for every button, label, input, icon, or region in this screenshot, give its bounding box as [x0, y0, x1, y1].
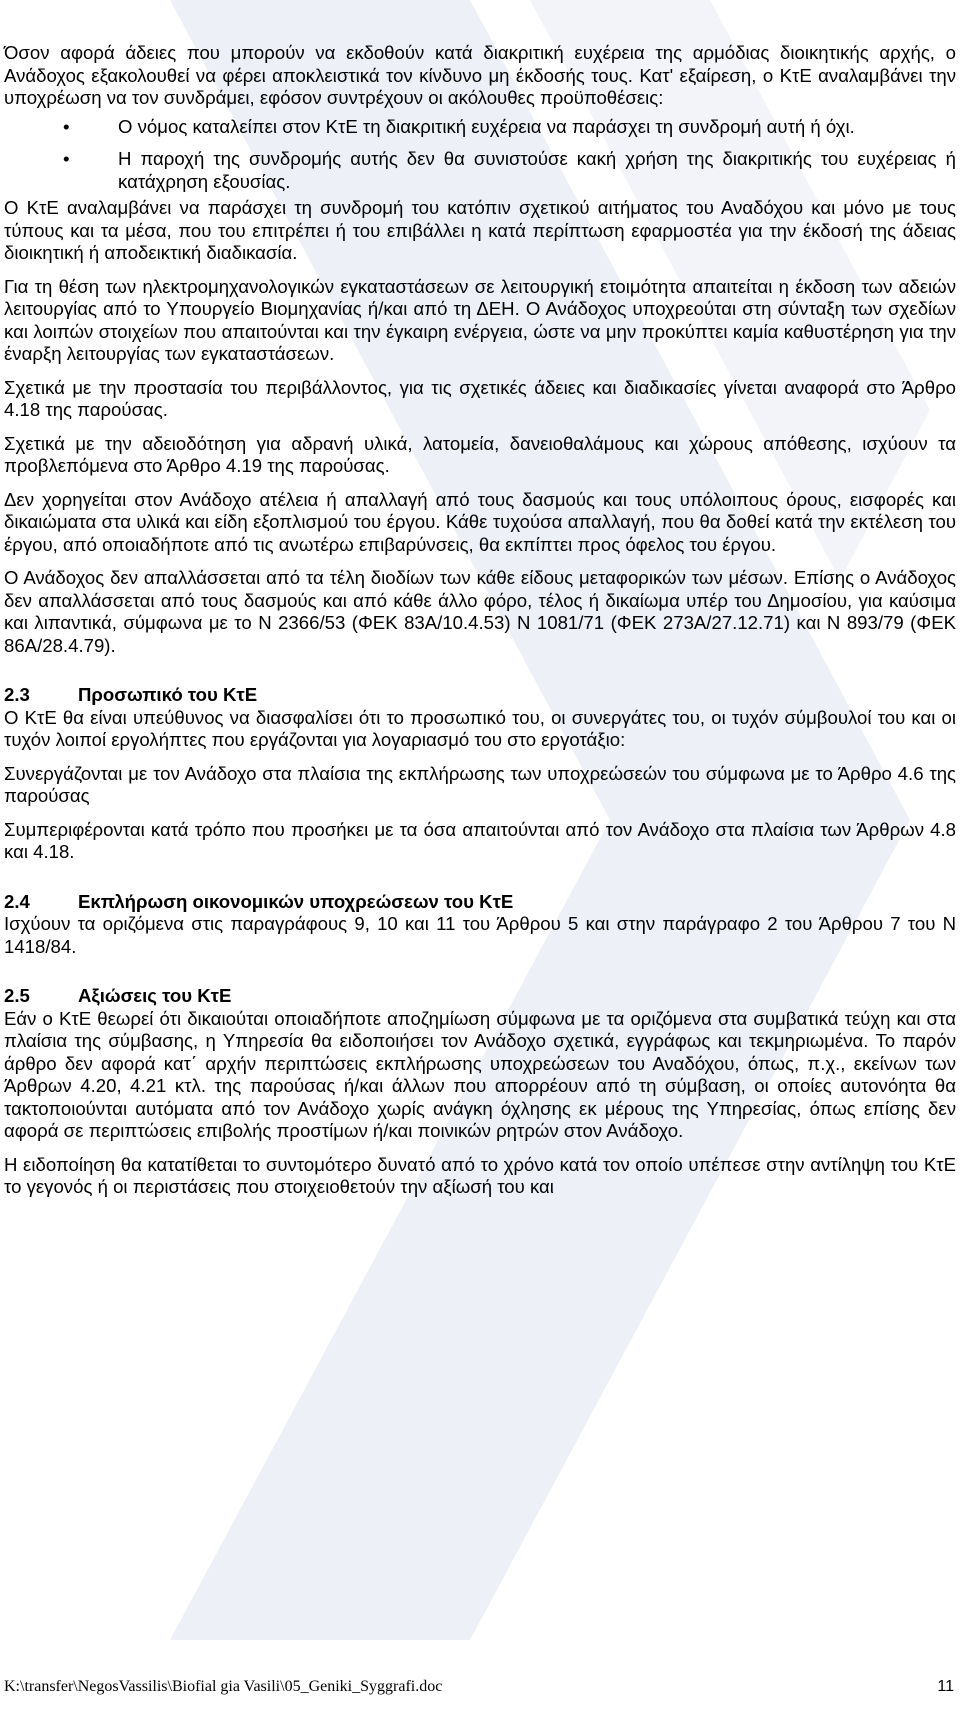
section-number: 2.5	[4, 985, 30, 1006]
footer-file-path: K:\transfer\NegosVassilis\Biofial gia Vasili\05_Geniki_Syggrafi.doc	[4, 1678, 443, 1695]
page-number: 11	[937, 1678, 954, 1695]
list-item	[4, 148, 956, 193]
section-number: 2.3	[4, 684, 30, 705]
list-item-text: Η παροχή της συνδρομής αυτής δεν θα συνιστούσε κακή χρήση της διακριτικής του ευχέρειας ή κατάχρηση εξουσίας.	[118, 148, 956, 192]
paragraph: Όσον αφορά άδειες που μπορούν να εκδοθούν κατά διακριτική ευχέρεια της αρμόδιας διοικητικής αρχής, ο Ανάδοχος εξακολουθεί να φέρει αποκλειστικά τον κίνδυνο μη έκδοσής τους. Κατ' εξαίρεση, ο ΚτΕ αναλαμβάνει την υποχρέωση να τον συνδράμει, εφόσον συντρέχουν οι ακόλουθες προϋποθέσεις:	[4, 42, 956, 108]
page-footer	[4, 1678, 956, 1696]
section-title: Προσωπικό του ΚτΕ	[78, 684, 258, 705]
paragraph: Συνεργάζονται με τον Ανάδοχο στα πλαίσια της εκπλήρωσης των υποχρεώσεών του σύμφωνα με το Άρθρο 4.6 της παρούσας	[4, 762, 956, 806]
paragraph: Ο ΚτΕ αναλαμβάνει να παράσχει τη συνδρομή του κατόπιν σχετικού αιτήματος του Αναδόχου και μόνο με τους τύπους και τα μέσα, που του επιτρέπει ή του επιβάλλει η κατά περίπτωση εφαρμοστέα για την έκδοσή της άδειας διοικητική ή αποδεικτική διαδικασία.	[4, 197, 956, 263]
list-item-text: Ο νόμος καταλείπει στον ΚτΕ τη διακριτική ευχέρεια να παράσχει τη συνδρομή αυτή ή όχι.	[118, 115, 855, 137]
bullet-list	[4, 116, 956, 194]
bullet-icon: •	[63, 148, 70, 169]
section-heading	[4, 891, 956, 914]
paragraph: Σχετικά με την αδειοδότηση για αδρανή υλικά, λατομεία, δανειοθαλάμους και χώρους απόθεσης, ισχύουν τα προβλεπόμενα στο Άρθρο 4.19 της παρούσας.	[4, 432, 956, 476]
bullet-icon: •	[63, 115, 70, 137]
paragraph: Ισχύουν τα οριζόμενα στις παραγράφους 9, 10 και 11 του Άρθρου 5 και στην παράγραφο 2 του Άρθρου 7 του Ν 1418/84.	[4, 913, 956, 957]
paragraph: Ο ΚτΕ θα είναι υπεύθυνος να διασφαλίσει ότι το προσωπικό του, οι συνεργάτες του, οι τυχόν σύμβουλοί του και οι τυχόν λοιποί εργολήπτες που εργάζονται για λογαριασμό του στο εργοτάξιο:	[4, 706, 956, 750]
section-title: Αξιώσεις του ΚτΕ	[78, 985, 232, 1006]
section-heading	[4, 985, 956, 1008]
document-body	[4, 42, 956, 1210]
section-number: 2.4	[4, 890, 30, 912]
section-title: Εκπλήρωση οικονομικών υποχρεώσεων του ΚτΕ	[78, 890, 514, 912]
paragraph: Σχετικά με την προστασία του περιβάλλοντος, για τις σχετικές άδειες και διαδικασίες γίνεται αναφορά στο Άρθρο 4.18 της παρούσας.	[4, 376, 956, 420]
paragraph: Για τη θέση των ηλεκτρομηχανολογικών εγκαταστάσεων σε λειτουργική ετοιμότητα απαιτείται η έκδοση των αδειών λειτουργίας από το Υπουργείο Βιομηχανίας ή/και από τη ΔΕΗ. Ο Ανάδοχος υποχρεούται στη σύνταξη των σχεδίων και λοιπών στοιχείων που απαιτούνται και την έγκαιρη ενέργεια, ώστε να μην προκύπτει καμία καθυστέρηση για την έναρξη λειτουργίας των εγκαταστάσεων.	[4, 275, 956, 364]
paragraph: Δεν χορηγείται στον Ανάδοχο ατέλεια ή απαλλαγή από τους δασμούς και τους υπόλοιπους όρους, εισφορές και δικαιώματα στα υλικά και είδη εξοπλισμού του έργου. Κάθε τυχούσα απαλλαγή, που θα δοθεί κατά την εκτέλεση του έργου, από οποιαδήποτε από τις ανωτέρω επιβαρύνσεις, θα εκπίπτει προς όφελος του έργου.	[4, 488, 956, 555]
paragraph: Συμπεριφέρονται κατά τρόπο που προσήκει με τα όσα απαιτούνται από τον Ανάδοχο στα πλαίσια των Άρθρων 4.8 και 4.18.	[4, 818, 956, 862]
section-heading	[4, 684, 956, 707]
paragraph: Ο Ανάδοχος δεν απαλλάσσεται από τα τέλη διοδίων των κάθε είδους μεταφορικών των μέσων. Επίσης ο Ανάδοχος δεν απαλλάσσεται από τους δασμούς και από κάθε άλλο φόρο, τέλος ή δικαίωμα υπέρ του Δημοσίου, για καύσιμα και λιπαντικά, σύμφωνα με το Ν 2366/53 (ΦΕΚ 83Α/10.4.53) Ν 1081/71 (ΦΕΚ 273Α/27.12.71) και Ν 893/79 (ΦΕΚ 86Α/28.4.79).	[4, 567, 956, 656]
paragraph: Εάν ο ΚτΕ θεωρεί ότι δικαιούται οποιαδήποτε αποζημίωση σύμφωνα με τα οριζόμενα στα συμβατικά τεύχη και στα πλαίσια της σύμβασης, η Υπηρεσία θα ειδοποιήσει τον Ανάδοχο σχετικά, εγγράφως και τεκμηριωμένα. Το παρόν άρθρο δεν αφορά κατ΄ αρχήν περιπτώσεις εκπλήρωσης υποχρεώσεων του Αναδόχου, όπως, π.χ., εκείνων των Άρθρων 4.20, 4.21 κτλ. της παρούσας ή/και άλλων που απορρέουν από τη σύμβαση, οι οποίες αυτονόητα θα τακτοποιούνται αυτόματα από τον Ανάδοχο χωρίς ανάγκη όχλησης εκ μέρους της Υπηρεσίας, όπως επίσης δεν αφορά σε περιπτώσεις επιβολής προστίμων ή/και ποινικών ρητρών στον Ανάδοχο.	[4, 1007, 956, 1141]
list-item	[4, 116, 956, 139]
paragraph: Η ειδοποίηση θα κατατίθεται το συντομότερο δυνατό από το χρόνο κατά τον οποίο υπέπεσε στην αντίληψη του ΚτΕ το γεγονός ή οι περιστάσεις που στοιχειοθετούν την αξίωσή του και	[4, 1153, 956, 1197]
